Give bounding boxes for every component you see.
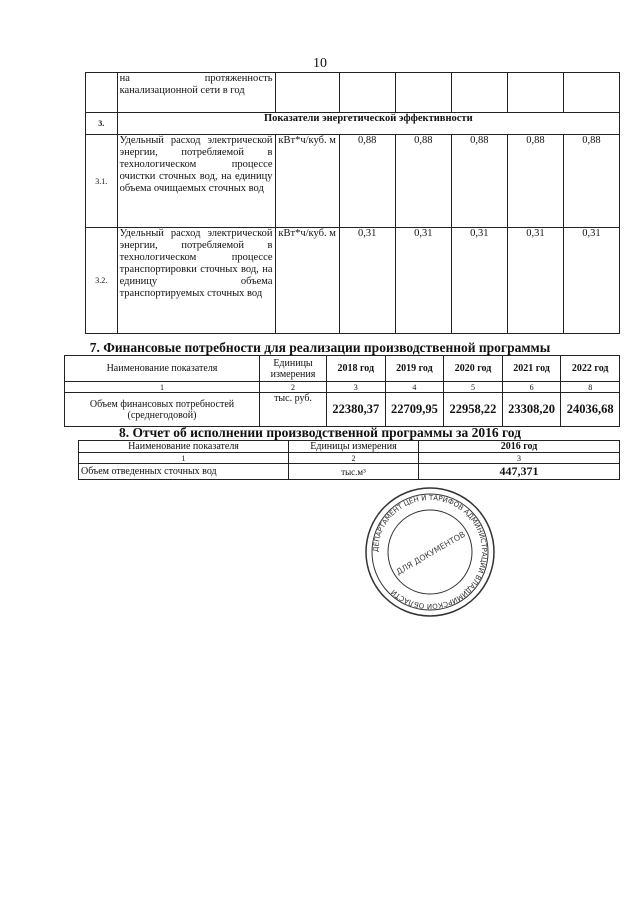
column-header: Наименование показателя [65,356,260,382]
table-row [86,135,620,228]
section-number: 3. [86,113,118,135]
row-number: 3.2. [86,228,118,334]
financial-needs-table [64,355,620,427]
value-cell: 23308,20 [502,393,561,427]
row-number: 3.1. [86,135,118,228]
column-header: 2016 год [419,441,620,453]
stamp-center-text: ДЛЯ ДОКУМЕНТОВ [394,529,467,577]
section7-title: 7. Финансовые потребности для реализации производственной программы [89,340,551,355]
table-row [79,464,620,480]
value-cell: 22380,37 [327,393,386,427]
value-cell: 24036,68 [561,393,620,427]
table-row [86,73,620,113]
value-cell: 447,371 [419,464,620,480]
stamp-ring-text: ДЕПАРТАМЕНТ ЦЕН И ТАРИФОВ АДМИНИСТРАЦИИ ВЛАДИМИРСКОЙ ОБЛАСТИ [371,493,489,611]
energy-efficiency-table [85,72,620,334]
header-row [65,356,620,382]
column-header: Наименование показателя [79,441,289,453]
unit-cell: кВт*ч/куб. м [275,228,339,334]
program-report-table [78,440,620,480]
value-cell: 22709,95 [385,393,444,427]
indicator-name: Объем финансовых потребностей (среднегодовой) [65,393,260,427]
value-cell: 0,31 [451,228,507,334]
unit-cell: тыс. руб. [260,393,327,427]
column-header: 2020 год [444,356,503,382]
column-header: 2019 год [385,356,444,382]
table-row [65,393,620,427]
indicator-name: Объем отведенных сточных вод [79,464,289,480]
index-row: 1 2 3 [79,453,620,464]
value-cell: 0,31 [507,228,563,334]
column-header: 2022 год [561,356,620,382]
value-cell: 0,31 [563,228,619,334]
value-cell: 0,88 [507,135,563,228]
section-title: Показатели энергетической эффективности [117,113,619,135]
indicator-name: Удельный расход электрической энергии, потребляемой в технологическом процессе транспортировки сточных вод, на единицу объема транспортируемых сточных вод [117,228,275,334]
header-row [79,441,620,453]
value-cell: 0,31 [339,228,395,334]
column-header: Единицы измерения [260,356,327,382]
unit-cell: кВт*ч/куб. м [275,135,339,228]
indicator-name: Удельный расход электрической энергии, потребляемой в технологическом процессе очистки сточных вод, на единицу объема очищаемых сточных вод [117,135,275,228]
section8-title: 8. Отчет об исполнении производственной программы за 2016 год [119,425,521,440]
value-cell: 0,88 [563,135,619,228]
value-cell: 0,88 [339,135,395,228]
section-row [86,113,620,135]
index-row: 1 2 3 4 5 6 8 [65,382,620,393]
value-cell: 0,88 [395,135,451,228]
continuation-text: на протяженность канализационной сети в год [117,73,275,113]
column-header: Единицы измерения [289,441,419,453]
page-number: 10 [313,56,327,71]
value-cell: 0,88 [451,135,507,228]
column-header: 2018 год [327,356,386,382]
official-stamp [360,482,500,622]
value-cell: 22958,22 [444,393,503,427]
value-cell: 0,31 [395,228,451,334]
unit-cell: тыс.м³ [289,464,419,480]
column-header: 2021 год [502,356,561,382]
table-row [86,228,620,334]
